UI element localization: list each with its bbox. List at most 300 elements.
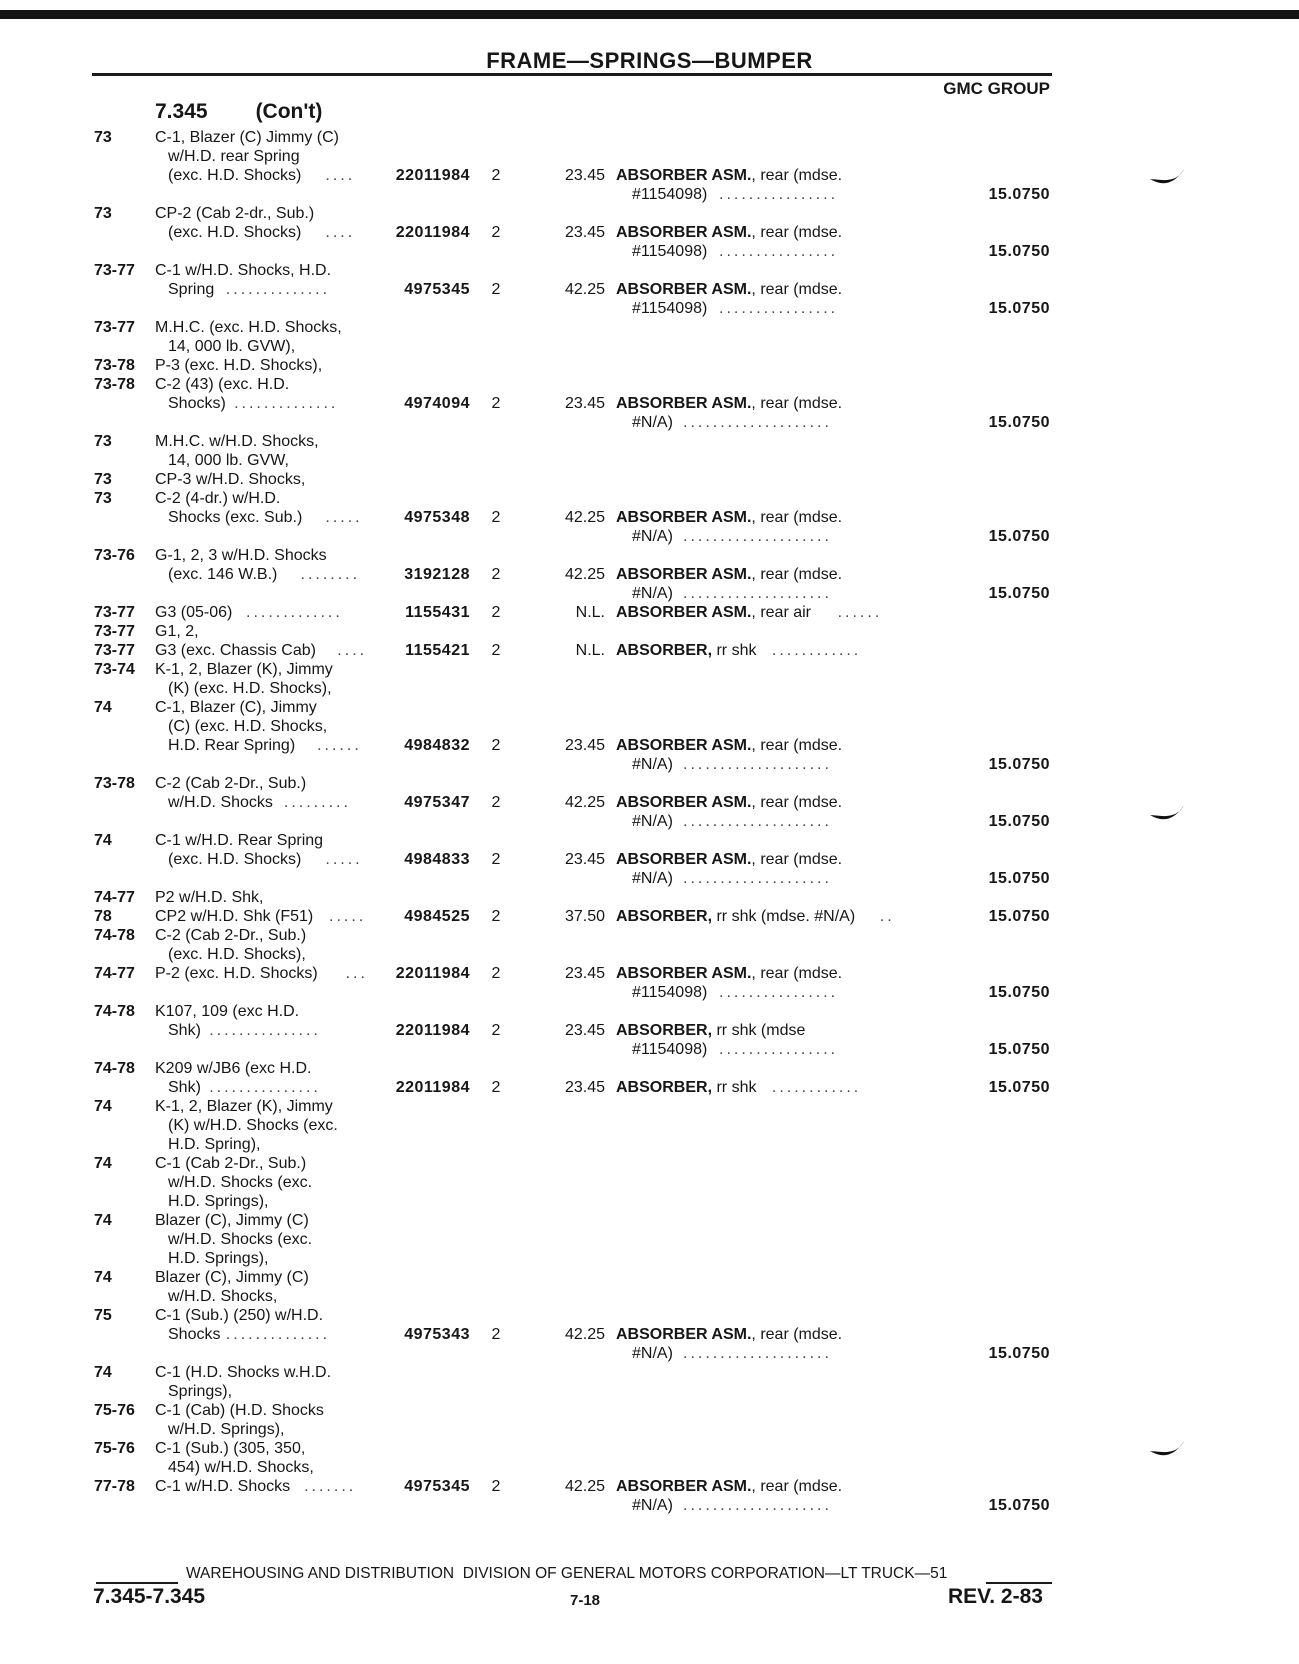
application-desc: C-1 (Cab 2-Dr., Sub.) — [155, 1155, 307, 1172]
table-line — [0, 394, 1299, 413]
application-desc: C-1 w/H.D. Shocks, H.D. — [155, 262, 332, 279]
application-desc: H.D. Springs), — [168, 1250, 269, 1267]
table-line — [0, 356, 1299, 375]
table-line — [0, 1154, 1299, 1173]
binder-mark-top — [1148, 167, 1188, 189]
footer-rule-right — [986, 1582, 1052, 1584]
application-desc: (C) (exc. H.D. Shocks, — [168, 718, 328, 735]
table-line — [0, 983, 1299, 1002]
quantity: 2 — [491, 566, 501, 583]
table-line — [0, 660, 1299, 679]
application-desc: w/H.D. Shocks, — [168, 1288, 278, 1305]
application-desc: C-1, Blazer (C), Jimmy — [155, 699, 317, 716]
model-year: 74-78 — [94, 1060, 135, 1077]
model-year: 74-77 — [94, 965, 135, 982]
quantity: 2 — [491, 851, 501, 868]
application-desc: w/H.D. rear Spring — [168, 148, 300, 165]
page-title: FRAME—SPRINGS—BUMPER — [486, 48, 813, 73]
dot-leader: ..... — [325, 509, 363, 526]
table-line — [0, 603, 1299, 622]
application-desc: C-1 (Sub.) (305, 350, — [155, 1440, 306, 1457]
part-description-cont: #N/A) — [632, 1497, 673, 1514]
part-name: ABSORBER ASM. — [616, 1478, 752, 1495]
table-line — [0, 1021, 1299, 1040]
model-year: 74 — [94, 1269, 112, 1286]
part-description-cont: #N/A) — [632, 414, 673, 431]
table-line — [0, 147, 1299, 166]
table-line — [0, 1078, 1299, 1097]
table-line — [0, 1002, 1299, 1021]
table-line — [0, 1306, 1299, 1325]
model-year: 74-78 — [94, 927, 135, 944]
model-year: 73-77 — [94, 604, 135, 621]
application-desc: w/H.D. Shocks — [168, 794, 273, 811]
table-line — [0, 755, 1299, 774]
quantity: 2 — [491, 1478, 501, 1495]
cost-code: 15.0750 — [988, 1497, 1050, 1514]
table-line — [0, 584, 1299, 603]
table-line — [0, 1097, 1299, 1116]
table-line — [0, 1496, 1299, 1515]
model-year: 74 — [94, 1364, 112, 1381]
part-number: 22011984 — [395, 167, 470, 184]
list-price: 23.45 — [564, 851, 605, 868]
list-price: 23.45 — [564, 965, 605, 982]
part-detail: , rear (mdse. — [751, 566, 843, 583]
table-line — [0, 299, 1299, 318]
table-line — [0, 1458, 1299, 1477]
application-desc: C-2 (4-dr.) w/H.D. — [155, 490, 281, 507]
cost-code: 15.0750 — [988, 984, 1050, 1001]
application-desc: 14, 000 lb. GVW), — [168, 338, 296, 355]
application-desc: w/H.D. Springs), — [168, 1421, 285, 1438]
application-desc: C-1 (Cab) (H.D. Shocks — [155, 1402, 324, 1419]
application-desc: (exc. H.D. Shocks) — [168, 224, 302, 241]
part-detail: , rear (mdse. — [751, 851, 843, 868]
part-number: 4975343 — [404, 1326, 470, 1343]
table-line — [0, 565, 1299, 584]
table-line — [0, 527, 1299, 546]
model-year: 73-74 — [94, 661, 135, 678]
quantity: 2 — [491, 167, 501, 184]
dot-leader: ........ — [300, 566, 361, 583]
cost-code: 15.0750 — [988, 300, 1050, 317]
model-year: 74 — [94, 1098, 112, 1115]
table-line — [0, 432, 1299, 451]
part-description — [616, 1021, 805, 1040]
table-line — [0, 166, 1299, 185]
table-line — [0, 869, 1299, 888]
part-number: 4984832 — [404, 737, 470, 754]
part-description-cont: #1154098) — [632, 984, 708, 1001]
application-desc: Shocks) — [168, 395, 226, 412]
table-line — [0, 736, 1299, 755]
application-desc: Shk) — [168, 1079, 201, 1096]
part-name: ABSORBER, — [616, 1022, 713, 1039]
dot-leader: ..... — [325, 851, 363, 868]
part-name: ABSORBER ASM. — [616, 604, 752, 621]
model-year: 75 — [94, 1307, 112, 1324]
table-line — [0, 641, 1299, 660]
part-detail: , rear (mdse. — [751, 281, 843, 298]
table-line — [0, 1192, 1299, 1211]
quantity: 2 — [491, 737, 501, 754]
application-desc: Springs), — [168, 1383, 233, 1400]
model-year: 74-77 — [94, 889, 135, 906]
part-description — [616, 641, 756, 660]
part-description — [616, 394, 842, 413]
model-year: 75-76 — [94, 1402, 135, 1419]
quantity: 2 — [491, 281, 501, 298]
part-description — [616, 1078, 756, 1097]
table-line — [0, 1249, 1299, 1268]
table-line — [0, 1325, 1299, 1344]
part-detail: , rear (mdse. — [751, 1478, 843, 1495]
application-desc: M.H.C. w/H.D. Shocks, — [155, 433, 319, 450]
table-line — [0, 470, 1299, 489]
application-desc: Shocks (exc. Sub.) — [168, 509, 303, 526]
dot-leader: ............... — [209, 1022, 321, 1039]
part-number: 22011984 — [395, 965, 470, 982]
table-line — [0, 1401, 1299, 1420]
part-name: ABSORBER ASM. — [616, 794, 752, 811]
application-desc: G3 (05-06) — [155, 604, 233, 621]
application-desc: K209 w/JB6 (exc H.D. — [155, 1060, 312, 1077]
table-line — [0, 337, 1299, 356]
cost-code: 15.0750 — [988, 414, 1050, 431]
part-detail: , rear (mdse. — [751, 509, 843, 526]
cost-code: 15.0750 — [988, 1345, 1050, 1362]
model-year: 73-77 — [94, 262, 135, 279]
part-name: ABSORBER ASM. — [616, 566, 752, 583]
list-price: 42.25 — [564, 794, 605, 811]
part-name: ABSORBER ASM. — [616, 509, 752, 526]
cost-code: 15.0750 — [988, 870, 1050, 887]
part-description — [616, 793, 842, 812]
application-desc: K107, 109 (exc H.D. — [155, 1003, 300, 1020]
part-number: 4975347 — [404, 794, 470, 811]
application-desc: G3 (exc. Chassis Cab) — [155, 642, 316, 659]
dot-leader: ............... — [209, 1079, 321, 1096]
table-line — [0, 1420, 1299, 1439]
list-price: 42.25 — [564, 509, 605, 526]
footer-rule-left — [96, 1582, 178, 1584]
table-line — [0, 185, 1299, 204]
section-heading — [155, 100, 322, 124]
cost-code: 15.0750 — [988, 585, 1050, 602]
binder-mark-middle — [1148, 803, 1188, 825]
dot-leader: ... — [345, 965, 368, 982]
part-number: 4974094 — [404, 395, 470, 412]
part-detail: , rear (mdse. — [751, 1326, 843, 1343]
model-year: 73-78 — [94, 775, 135, 792]
quantity: 2 — [491, 965, 501, 982]
table-line — [0, 1173, 1299, 1192]
cost-code: 15.0750 — [988, 756, 1050, 773]
quantity: 2 — [491, 1022, 501, 1039]
list-price: 42.25 — [564, 1326, 605, 1343]
model-year: 73 — [94, 490, 112, 507]
table-line — [0, 850, 1299, 869]
model-year: 73-77 — [94, 319, 135, 336]
model-year: 74 — [94, 832, 112, 849]
table-line — [0, 1040, 1299, 1059]
application-desc: H.D. Rear Spring) — [168, 737, 296, 754]
part-description-cont: #N/A) — [632, 585, 673, 602]
part-description-cont: #N/A) — [632, 1345, 673, 1362]
list-price: N.L. — [575, 642, 605, 659]
part-number: 3192128 — [404, 566, 470, 583]
dot-leader: .............. — [225, 281, 331, 298]
model-year: 75-76 — [94, 1440, 135, 1457]
application-desc: Shk) — [168, 1022, 201, 1039]
part-number: 22011984 — [395, 1022, 470, 1039]
dot-leader: .................... — [683, 813, 832, 830]
dot-leader: ................ — [719, 1041, 839, 1058]
part-description-cont: #1154098) — [632, 186, 708, 203]
dot-leader: .................... — [683, 585, 832, 602]
model-year: 73 — [94, 433, 112, 450]
header-rule — [92, 73, 1052, 76]
quantity: 2 — [491, 1079, 501, 1096]
dot-leader: ...... — [837, 604, 883, 621]
dot-leader: .. — [879, 908, 895, 925]
table-line — [0, 1116, 1299, 1135]
part-name: ABSORBER, — [616, 642, 713, 659]
application-desc: H.D. Springs), — [168, 1193, 269, 1210]
dot-leader: .............. — [234, 395, 339, 412]
application-desc: Blazer (C), Jimmy (C) — [155, 1212, 309, 1229]
part-name: ABSORBER ASM. — [616, 281, 752, 298]
quantity: 2 — [491, 509, 501, 526]
table-line — [0, 1268, 1299, 1287]
part-number: 4975345 — [404, 281, 470, 298]
model-year: 74 — [94, 1212, 112, 1229]
dot-leader: .................... — [683, 1497, 832, 1514]
table-line — [0, 1059, 1299, 1078]
part-detail: rr shk — [712, 1079, 757, 1096]
table-line — [0, 489, 1299, 508]
dot-leader: .............. — [225, 1326, 331, 1343]
model-year: 78 — [94, 908, 112, 925]
table-line — [0, 907, 1299, 926]
list-price: 23.45 — [564, 737, 605, 754]
model-year: 73 — [94, 471, 112, 488]
table-line — [0, 546, 1299, 565]
application-desc: Blazer (C), Jimmy (C) — [155, 1269, 309, 1286]
part-name: ABSORBER ASM. — [616, 224, 752, 241]
application-desc: CP-3 w/H.D. Shocks, — [155, 471, 306, 488]
dot-leader: .... — [337, 642, 368, 659]
table-line — [0, 1135, 1299, 1154]
part-name: ABSORBER, — [616, 908, 713, 925]
table-line — [0, 128, 1299, 147]
table-line — [0, 1363, 1299, 1382]
dot-leader: ....... — [304, 1478, 357, 1495]
dot-leader: ................ — [719, 300, 839, 317]
cost-code: 15.0750 — [988, 186, 1050, 203]
dot-leader: .................... — [683, 1345, 832, 1362]
application-desc: K-1, 2, Blazer (K), Jimmy — [155, 661, 333, 678]
cost-code: 15.0750 — [988, 908, 1050, 925]
application-desc: (exc. H.D. Shocks) — [168, 851, 302, 868]
part-detail: , rear (mdse. — [751, 965, 843, 982]
quantity: 2 — [491, 604, 501, 621]
table-line — [0, 622, 1299, 641]
application-desc: 454) w/H.D. Shocks, — [168, 1459, 314, 1476]
model-year: 74 — [94, 1155, 112, 1172]
table-line — [0, 261, 1299, 280]
application-desc: (K) w/H.D. Shocks (exc. — [168, 1117, 338, 1134]
part-description-cont: #N/A) — [632, 756, 673, 773]
model-year: 73-77 — [94, 623, 135, 640]
application-desc: M.H.C. (exc. H.D. Shocks, — [155, 319, 342, 336]
part-detail: rr shk — [712, 642, 757, 659]
part-description — [616, 508, 842, 527]
list-price: 23.45 — [564, 395, 605, 412]
table-line — [0, 223, 1299, 242]
part-detail: , rear air — [751, 604, 811, 621]
part-detail: rr shk (mdse. #N/A) — [712, 908, 856, 925]
table-line — [0, 888, 1299, 907]
dot-leader: .................... — [683, 414, 832, 431]
table-line — [0, 812, 1299, 831]
model-year: 73 — [94, 129, 112, 146]
part-detail: rr shk (mdse — [712, 1022, 806, 1039]
part-detail: , rear (mdse. — [751, 395, 843, 412]
part-number: 4984833 — [404, 851, 470, 868]
part-description — [616, 223, 842, 242]
group-label: GMC GROUP — [943, 79, 1050, 98]
cost-code: 15.0750 — [988, 1041, 1050, 1058]
model-year: 73-78 — [94, 376, 135, 393]
table-line — [0, 280, 1299, 299]
table-line — [0, 1382, 1299, 1401]
dot-leader: ................ — [719, 186, 839, 203]
table-line — [0, 964, 1299, 983]
list-price: 37.50 — [564, 908, 605, 925]
dot-leader: ............. — [246, 604, 343, 621]
application-desc: (K) (exc. H.D. Shocks), — [168, 680, 332, 697]
quantity: 2 — [491, 224, 501, 241]
application-desc: P2 w/H.D. Shk, — [155, 889, 264, 906]
table-line — [0, 204, 1299, 223]
list-price: 23.45 — [564, 167, 605, 184]
model-year: 74-78 — [94, 1003, 135, 1020]
table-line — [0, 508, 1299, 527]
application-desc: C-2 (43) (exc. H.D. — [155, 376, 290, 393]
part-description — [616, 1325, 842, 1344]
application-desc: P-2 (exc. H.D. Shocks) — [155, 965, 318, 982]
part-number: 4975345 — [404, 1478, 470, 1495]
dot-leader: .................... — [683, 870, 832, 887]
table-line — [0, 793, 1299, 812]
quantity: 2 — [491, 395, 501, 412]
application-desc: (exc. 146 W.B.) — [168, 566, 278, 583]
part-name: ABSORBER ASM. — [616, 851, 752, 868]
part-description — [616, 907, 855, 926]
table-line — [0, 1477, 1299, 1496]
cost-code: 15.0750 — [988, 528, 1050, 545]
application-desc: C-1 w/H.D. Rear Spring — [155, 832, 324, 849]
application-desc: C-1, Blazer (C) Jimmy (C) — [155, 129, 339, 146]
section-number: 7.345 — [155, 100, 208, 123]
table-line — [0, 318, 1299, 337]
dot-leader: .................... — [683, 528, 832, 545]
part-description-cont: #N/A) — [632, 528, 673, 545]
model-year: 73-78 — [94, 357, 135, 374]
model-year: 73 — [94, 205, 112, 222]
table-line — [0, 1230, 1299, 1249]
application-desc: G1, 2, — [155, 623, 199, 640]
part-detail: , rear (mdse. — [751, 167, 843, 184]
application-desc: (exc. H.D. Shocks) — [168, 167, 302, 184]
application-desc: G-1, 2, 3 w/H.D. Shocks — [155, 547, 327, 564]
part-number: 4975348 — [404, 509, 470, 526]
list-price: 23.45 — [564, 1079, 605, 1096]
table-line — [0, 1344, 1299, 1363]
application-desc: 14, 000 lb. GVW, — [168, 452, 289, 469]
part-description — [616, 565, 842, 584]
part-description-cont: #1154098) — [632, 300, 708, 317]
model-year: 74 — [94, 699, 112, 716]
part-description-cont: #1154098) — [632, 1041, 708, 1058]
table-line — [0, 774, 1299, 793]
table-line — [0, 945, 1299, 964]
footer-revision: REV. 2-83 — [948, 1585, 1043, 1608]
part-name: ABSORBER ASM. — [616, 965, 752, 982]
quantity: 2 — [491, 1326, 501, 1343]
cost-code: 15.0750 — [988, 813, 1050, 830]
model-year: 77-78 — [94, 1478, 135, 1495]
table-line — [0, 451, 1299, 470]
footer-section-range: 7.345-7.345 — [93, 1585, 206, 1608]
dot-leader: ................ — [719, 984, 839, 1001]
table-line — [0, 242, 1299, 261]
part-description-cont: #N/A) — [632, 813, 673, 830]
table-line — [0, 831, 1299, 850]
part-number: 22011984 — [395, 1079, 470, 1096]
part-description — [616, 850, 842, 869]
part-name: ABSORBER, — [616, 1079, 713, 1096]
table-line — [0, 1287, 1299, 1306]
dot-leader: ................ — [719, 243, 839, 260]
table-line — [0, 698, 1299, 717]
application-desc: w/H.D. Shocks (exc. — [168, 1231, 313, 1248]
application-desc: C-1 (H.D. Shocks w.H.D. — [155, 1364, 332, 1381]
application-desc: Shocks — [168, 1326, 221, 1343]
application-desc: Spring — [168, 281, 215, 298]
part-description — [616, 964, 842, 983]
part-description — [616, 603, 811, 622]
part-description — [616, 736, 842, 755]
dot-leader: .................... — [683, 756, 832, 773]
cost-code: 15.0750 — [988, 1079, 1050, 1096]
dot-leader: ...... — [317, 737, 362, 754]
application-desc: K-1, 2, Blazer (K), Jimmy — [155, 1098, 333, 1115]
dot-leader: ............ — [771, 1079, 862, 1096]
application-desc: H.D. Spring), — [168, 1136, 261, 1153]
table-line — [0, 679, 1299, 698]
part-description — [616, 280, 842, 299]
part-number: 4984525 — [404, 908, 470, 925]
part-name: ABSORBER ASM. — [616, 1326, 752, 1343]
binder-mark-bottom — [1148, 1439, 1188, 1461]
part-name: ABSORBER ASM. — [616, 167, 752, 184]
dot-leader: .... — [325, 224, 356, 241]
application-desc: CP2 w/H.D. Shk (F51) — [155, 908, 314, 925]
table-line — [0, 413, 1299, 432]
